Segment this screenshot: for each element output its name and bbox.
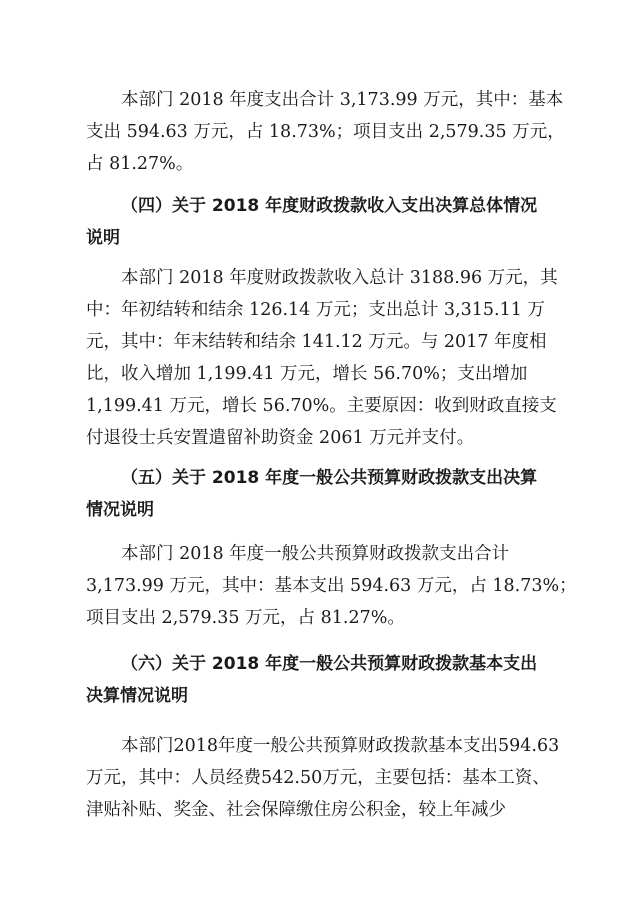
paragraph-fiscal-allocation [86, 262, 556, 454]
paragraph-line: 本部门2018年度一般公共预算财政拨款基本支出594.63 [121, 736, 560, 756]
section-heading-5 [86, 462, 556, 526]
heading-line: 情况说明 [86, 500, 154, 520]
paragraph-line: 中：年初结转和结余 126.14 万元；支出总计 3,315.11 万 [86, 300, 545, 320]
paragraph-basic-expenditure [86, 730, 560, 826]
heading-line: 决算情况说明 [86, 686, 188, 706]
paragraph-line: 万元，其中：人员经费542.50万元，主要包括：基本工资、 [86, 768, 550, 788]
section-heading-4 [86, 190, 556, 254]
paragraph-line: 本部门 2018 年度财政拨款收入总计 3188.96 万元，其 [121, 268, 558, 288]
paragraph-line: 1,199.41 万元，增长 56.70%。主要原因：收到财政直接支 [86, 396, 557, 416]
paragraph-line: 项目支出 2,579.35 万元，占 81.27%。 [86, 608, 405, 628]
heading-line: （四）关于 2018 年度财政拨款收入支出决算总体情况 [121, 196, 538, 216]
section-heading-6 [86, 648, 556, 712]
heading-line: 说明 [86, 228, 120, 248]
paragraph-line: 比，收入增加 1,199.41 万元，增长 56.70%；支出增加 [86, 364, 528, 384]
heading-line: （五）关于 2018 年度一般公共预算财政拨款支出决算 [121, 468, 538, 488]
paragraph-line: 付退役士兵安置遣留补助资金 2061 万元并支付。 [86, 428, 475, 448]
heading-line: （六）关于 2018 年度一般公共预算财政拨款基本支出 [121, 654, 538, 674]
paragraph-line: 元，其中：年末结转和结余 141.12 万元。与 2017 年度相 [86, 332, 547, 352]
paragraph-line: 3,173.99 万元，其中：基本支出 594.63 万元，占 18.73%； [86, 576, 577, 596]
paragraph-line: 本部门 2018 年度支出合计 3,173.99 万元，其中：基本 [121, 90, 564, 110]
paragraph-line: 支出 594.63 万元，占 18.73%；项目支出 2,579.35 万元， [86, 122, 565, 142]
paragraph-total-expenditure [86, 84, 565, 180]
paragraph-line: 津贴补贴、奖金、社会保障缴住房公积金，较上年减少 [86, 800, 506, 820]
paragraph-line: 本部门 2018 年度一般公共预算财政拨款支出合计 [121, 544, 510, 564]
paragraph-general-budget [86, 538, 577, 634]
paragraph-line: 占 81.27%。 [86, 154, 194, 174]
